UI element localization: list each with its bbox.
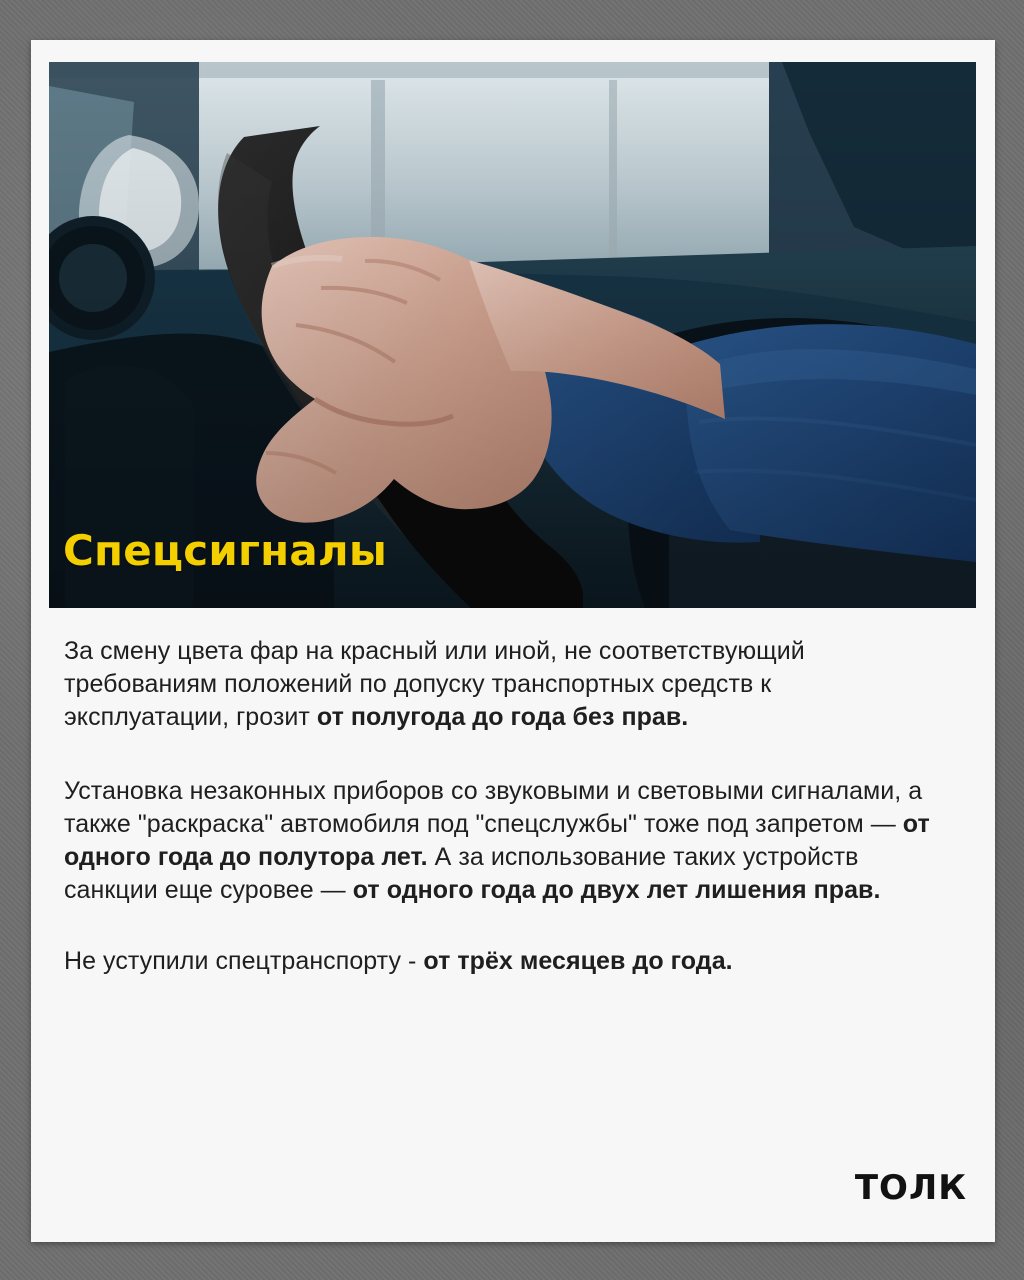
paragraph-3-part-1: Не уступили спецтранспорту - [64, 947, 424, 975]
paragraph-1-emphasis: от полугода до года без прав. [316, 703, 689, 731]
brand-logo: ТОЛК [854, 1168, 967, 1208]
paragraph-3-emphasis: от трёх месяцев до года. [423, 947, 733, 975]
paragraph-headlight-color [64, 635, 854, 734]
card-content [64, 635, 944, 978]
info-card [31, 40, 995, 1242]
paragraph-2-emphasis-2: от одного года до двух лет лишения прав. [352, 876, 881, 904]
paragraph-2-part-1: Установка незаконных приборов со звуковыми и световыми сигналами, а также "раскраска" автомобиля под "спецслужбы" тоже под запретом — [64, 777, 923, 838]
paragraph-special-signals [64, 775, 939, 907]
paragraph-2-emphasis-1: от одного года до полутора лет. [64, 810, 930, 871]
paragraph-2-part-2: А за использование таких устройств санкции еще суровее — [64, 843, 859, 904]
paragraph-1-text: За смену цвета фар на красный или иной, не соответствующий требованиям положений по допуску транспортных средств к эксплуатации, грозит [64, 637, 805, 731]
paragraph-yield-special-transport [64, 945, 944, 978]
steering-wheel-photo [49, 62, 976, 608]
section-title: Спецсигналы [63, 526, 388, 575]
